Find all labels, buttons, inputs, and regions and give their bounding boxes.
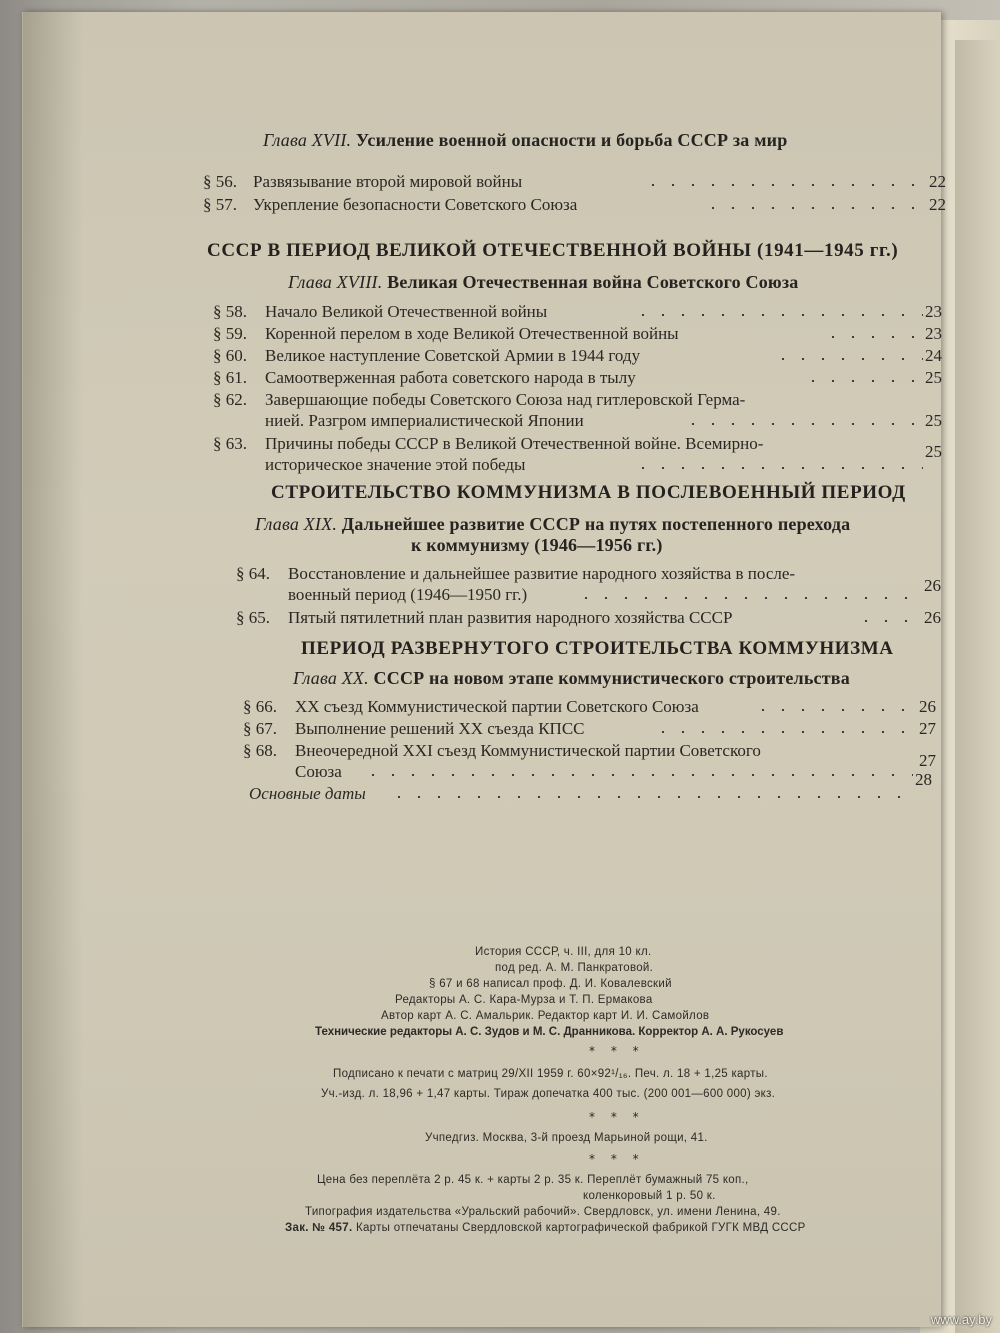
entry-number: § 67.	[243, 719, 277, 738]
leader-dots	[683, 423, 923, 425]
entry-number: § 61.	[213, 368, 247, 387]
chapter-label: Глава XVIII.	[288, 272, 383, 292]
leader-dots	[773, 358, 923, 360]
section-heading-war: СССР В ПЕРИОД ВЕЛИКОЙ ОТЕЧЕСТВЕННОЙ ВОЙНЫ (1941—1945 гг.)	[207, 240, 899, 261]
imprint-map-printer: Карты отпечатаны Свердловской картографической фабрикой ГУГК МВД СССР	[355, 1222, 806, 1234]
chapter-label: Глава XIX.	[255, 514, 338, 534]
entry-page: 25	[925, 442, 942, 461]
entry-title: XX съезд Коммунистической партии Советского Союза	[295, 697, 699, 716]
toc-entry-60	[213, 346, 941, 368]
entry-title: Укрепление безопасности Советского Союза	[253, 195, 578, 214]
chapter-title: СССР на новом этапе коммунистического строительства	[373, 668, 850, 688]
entry-title: Причины победы СССР в Великой Отечественной войне. Всемирно-	[265, 434, 764, 453]
entry-title: Великое наступление Советской Армии в 1944 году	[265, 346, 641, 365]
chapter-17-heading	[263, 130, 787, 151]
entry-title: Восстановление и дальнейшее развитие народного хозяйства в после-	[288, 564, 796, 583]
entry-title: Начало Великой Отечественной войны	[265, 302, 548, 321]
entry-title-continued: нией. Разгром империалистической Японии	[265, 411, 584, 430]
watermark: www.ay.by	[930, 1312, 992, 1327]
chapter-label: Глава XVII.	[263, 130, 352, 150]
entry-number: § 64.	[236, 564, 270, 583]
imprint-editor: под ред. А. М. Панкратовой.	[495, 962, 654, 974]
table-of-contents	[23, 12, 946, 1327]
leader-dots	[633, 467, 923, 469]
leader-dots	[753, 709, 913, 711]
entry-number: § 65.	[236, 608, 270, 627]
leader-dots	[643, 184, 923, 186]
toc-entry-62	[213, 390, 941, 434]
imprint-separator: * * *	[589, 1152, 645, 1166]
entry-page: 27	[919, 719, 936, 738]
entry-title: Основные даты	[249, 784, 366, 803]
chapter-20-heading	[293, 668, 850, 689]
imprint-print-run: Уч.-изд. л. 18,96 + 1,47 карты. Тираж допечатка 400 тыс. (200 001—600 000) экз.	[321, 1088, 776, 1100]
toc-entry-63	[213, 434, 941, 478]
imprint-print-signed: Подписано к печати с матриц 29/XII 1959 г. 60×92¹/₁₆. Печ. л. 18 + 1,25 карты.	[333, 1068, 768, 1080]
toc-entry-64	[236, 564, 941, 608]
imprint-book-title: История СССР, ч. III, для 10 кл.	[475, 946, 652, 958]
toc-entry-65	[236, 608, 941, 630]
entry-number: § 57.	[203, 195, 237, 214]
section-heading-postwar: СТРОИТЕЛЬСТВО КОММУНИЗМА В ПОСЛЕВОЕННЫЙ ПЕРИОД	[271, 482, 906, 503]
entry-title: Самоотверженная работа советского народа в тылу	[265, 368, 636, 387]
section-heading-communism: ПЕРИОД РАЗВЕРНУТОГО СТРОИТЕЛЬСТВА КОММУНИЗМА	[301, 638, 894, 659]
chapter-title: Великая Отечественная война Советского Союза	[387, 272, 799, 292]
leader-dots	[823, 336, 923, 338]
entry-page: 26	[919, 697, 936, 716]
entry-page: 25	[925, 411, 942, 430]
entry-page: 23	[925, 324, 942, 343]
imprint-map-credits: Автор карт А. С. Амальрик. Редактор карт И. И. Самойлов	[381, 1010, 710, 1022]
entry-page: 27	[919, 751, 936, 770]
entry-page: 26	[924, 608, 941, 627]
imprint-order	[285, 1222, 806, 1234]
leader-dots	[633, 314, 923, 316]
leader-dots	[856, 620, 921, 622]
cover-edge	[955, 40, 1000, 1333]
chapter-title: Усиление военной опасности и борьба СССР за мир	[355, 130, 788, 150]
toc-entry-58	[213, 302, 941, 324]
entry-page: 24	[925, 346, 942, 365]
entry-number: § 62.	[213, 390, 247, 409]
toc-entry-56	[203, 172, 946, 194]
imprint-separator: * * *	[589, 1110, 645, 1124]
entry-page: 25	[925, 368, 942, 387]
entry-page: 23	[925, 302, 942, 321]
chapter-label: Глава XX.	[293, 668, 369, 688]
entry-number: § 59.	[213, 324, 247, 343]
entry-page: 22	[929, 172, 946, 191]
chapter-title: Дальнейшее развитие СССР на путях постепенного перехода	[341, 514, 851, 534]
imprint-separator: * * *	[589, 1044, 645, 1058]
entry-number: § 58.	[213, 302, 247, 321]
toc-entry-59	[213, 324, 941, 346]
imprint-author-note: § 67 и 68 написал проф. Д. И. Ковалевский	[429, 978, 672, 990]
leader-dots	[803, 380, 923, 382]
entry-number: § 56.	[203, 172, 237, 191]
entry-title-continued: историческое значение этой победы	[265, 455, 526, 474]
imprint-technical-editors: Технические редакторы А. С. Зудов и М. С. Дранникова. Корректор А. А. Рукосуев	[315, 1026, 784, 1038]
chapter-19-heading	[255, 514, 850, 535]
entry-title: Коренной перелом в ходе Великой Отечественной войны	[265, 324, 679, 343]
chapter-19-heading-continued	[411, 535, 663, 556]
entry-title-continued: Союза	[295, 762, 342, 781]
entry-title: Завершающие победы Советского Союза над гитлеровской Герма-	[265, 390, 746, 409]
entry-number: § 60.	[213, 346, 247, 365]
toc-entry-66	[243, 697, 941, 719]
imprint-order-number: Зак. № 457.	[285, 1222, 353, 1234]
imprint-price: Цена без переплёта 2 р. 45 к. + карты 2 р. 35 к. Переплёт бумажный 75 коп.,	[317, 1174, 749, 1186]
entry-number: § 66.	[243, 697, 277, 716]
entry-number: § 68.	[243, 741, 277, 760]
book-page	[22, 12, 946, 1327]
leader-dots	[653, 731, 913, 733]
entry-title-continued: военный период (1946—1950 гг.)	[288, 585, 528, 604]
toc-entry-61	[213, 368, 941, 390]
entry-title: Выполнение решений XX съезда КПСС	[295, 719, 585, 738]
entry-number: § 63.	[213, 434, 247, 453]
leader-dots	[576, 597, 921, 599]
entry-title: Развязывание второй мировой войны	[253, 172, 523, 191]
leader-dots	[363, 774, 913, 776]
imprint-editors: Редакторы А. С. Кара-Мурза и Т. П. Ермакова	[395, 994, 653, 1006]
leader-dots	[703, 207, 923, 209]
chapter-18-heading	[288, 272, 799, 293]
toc-entry-67	[243, 719, 941, 741]
imprint-publisher: Учпедгиз. Москва, 3-й проезд Марьиной рощи, 41.	[425, 1132, 708, 1144]
entry-page: 22	[929, 195, 946, 214]
imprint-price-continued: коленкоровый 1 р. 50 к.	[583, 1190, 716, 1202]
chapter-title-continued: к коммунизму (1946—1956 гг.)	[411, 535, 663, 555]
toc-entry-57	[203, 195, 946, 217]
entry-title: Пятый пятилетний план развития народного хозяйства СССР	[288, 608, 733, 627]
entry-page: 28	[915, 770, 932, 789]
leader-dots	[389, 796, 909, 798]
entry-page: 26	[924, 576, 941, 595]
toc-entry-68	[243, 741, 941, 785]
entry-title: Внеочередной XXI съезд Коммунистической партии Советского	[295, 741, 761, 760]
imprint-printing-house: Типография издательства «Уральский рабочий». Свердловск, ул. имени Ленина, 49.	[305, 1206, 781, 1218]
